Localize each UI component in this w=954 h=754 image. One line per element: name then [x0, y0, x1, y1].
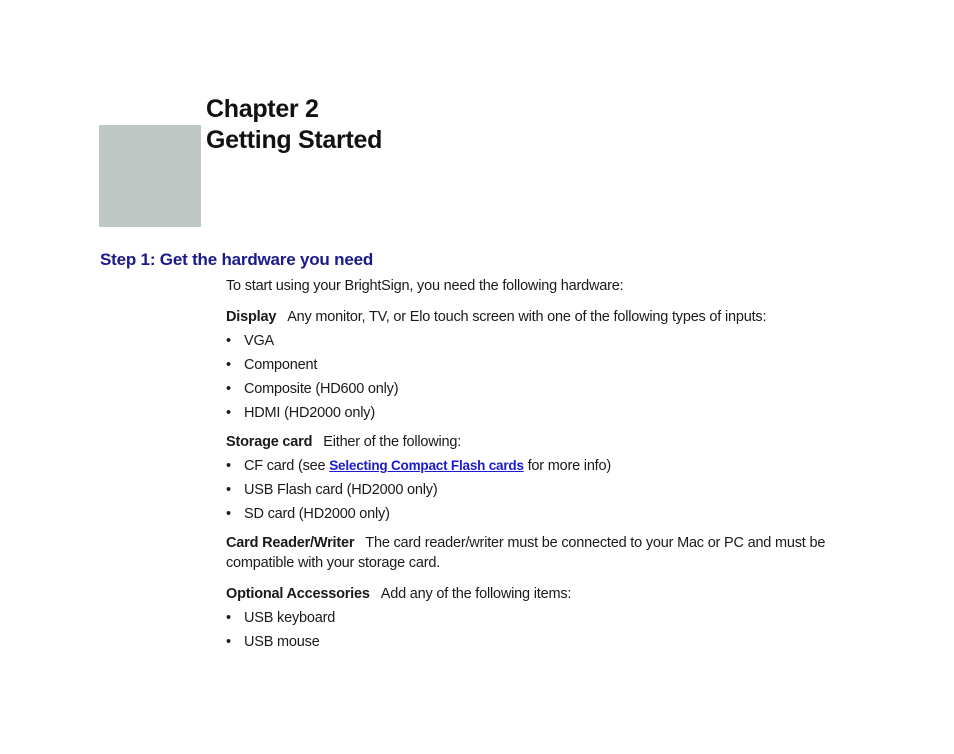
storage-term: Storage card: [226, 434, 313, 450]
storage-paragraph: [226, 432, 866, 452]
content-body: [226, 276, 866, 661]
display-input-list: [226, 331, 866, 423]
list-item: • USB mouse: [226, 632, 866, 652]
accessories-term: Optional Accessories: [226, 586, 370, 602]
list-item: • USB keyboard: [226, 608, 866, 628]
display-term: Display: [226, 309, 277, 325]
list-item: • USB Flash card (HD2000 only): [226, 480, 866, 500]
cf-suffix: for more info): [523, 458, 611, 474]
cf-prefix: CF card (see: [244, 458, 330, 474]
list-item: • HDMI (HD2000 only): [226, 403, 866, 423]
chapter-tab-block: [99, 125, 201, 227]
storage-text: Either of the following:: [323, 434, 462, 450]
list-item: • Component: [226, 355, 866, 375]
list-item: • Composite (HD600 only): [226, 379, 866, 399]
accessories-list: [226, 608, 866, 652]
chapter-name: Getting Started: [206, 126, 383, 154]
display-text: Any monitor, TV, or Elo touch screen with one of the following types of inputs:: [287, 309, 767, 325]
list-item: • VGA: [226, 331, 866, 351]
accessories-text: Add any of the following items:: [380, 586, 572, 602]
chapter-title: [206, 94, 382, 156]
step-heading: Step 1: Get the hardware you need: [100, 250, 374, 269]
reader-paragraph: [226, 533, 866, 573]
list-item: • SD card (HD2000 only): [226, 504, 866, 524]
storage-card-list: [226, 456, 866, 524]
list-item-cf-card: [226, 456, 866, 476]
chapter-number: Chapter 2: [206, 95, 319, 123]
reader-term: Card Reader/Writer: [226, 535, 355, 551]
display-paragraph: [226, 307, 866, 327]
reader-text: The card reader/writer must be connected to your Mac or PC and must be compatible with your storage card.: [226, 535, 826, 571]
selecting-compact-flash-link[interactable]: Selecting Compact Flash cards: [329, 458, 524, 473]
accessories-paragraph: [226, 584, 866, 604]
intro-paragraph: To start using your BrightSign, you need the following hardware:: [226, 278, 624, 294]
